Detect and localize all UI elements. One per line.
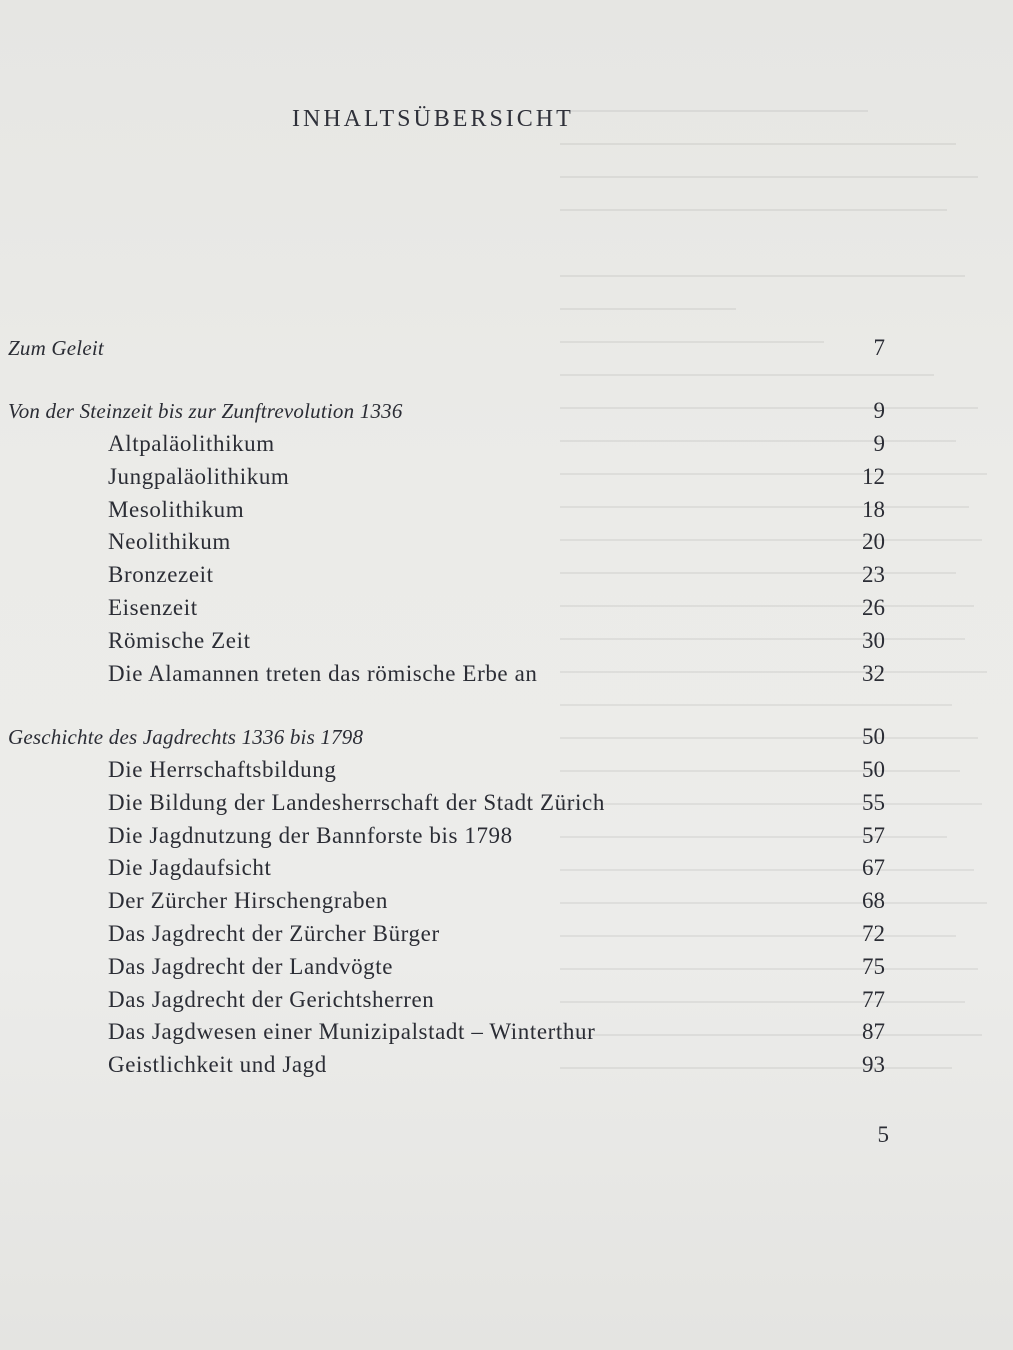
toc-entry-title: Die Jagdnutzung der Bannforste bis 1798 bbox=[108, 823, 513, 848]
toc-entry bbox=[0, 919, 1013, 953]
toc-entry bbox=[0, 755, 1013, 789]
toc-entry bbox=[0, 886, 1013, 920]
toc-page-number: 23 bbox=[862, 562, 885, 587]
toc-page-number: 93 bbox=[862, 1052, 885, 1077]
toc-entry bbox=[0, 527, 1013, 561]
toc-page-number: 18 bbox=[862, 497, 885, 522]
toc-entry bbox=[0, 462, 1013, 496]
toc-entry-title: Altpaläolithikum bbox=[108, 431, 275, 456]
toc-section-entry bbox=[0, 722, 1013, 756]
toc-page-number: 50 bbox=[862, 724, 885, 749]
toc-page-number: 9 bbox=[873, 398, 885, 423]
toc-entry-title: Das Jagdrecht der Landvögte bbox=[108, 954, 394, 979]
toc-page-number: 9 bbox=[873, 431, 885, 456]
toc-entry bbox=[0, 952, 1013, 986]
toc-page-number: 68 bbox=[862, 888, 885, 913]
toc-entry bbox=[0, 659, 1013, 693]
toc-section-entry bbox=[0, 396, 1013, 430]
toc-entry bbox=[0, 1050, 1013, 1084]
page-number-footer: 5 bbox=[877, 1122, 889, 1147]
toc-entry-title: Der Zürcher Hirschengraben bbox=[108, 888, 388, 913]
toc-entry bbox=[0, 853, 1013, 887]
toc-entry-title: Eisenzeit bbox=[108, 595, 198, 620]
toc-entry-title: Die Herrschaftsbildung bbox=[108, 757, 337, 782]
toc-page-number: 32 bbox=[862, 661, 885, 686]
toc-entry bbox=[0, 821, 1013, 855]
toc-page-number: 72 bbox=[862, 921, 885, 946]
toc-page-number: 30 bbox=[862, 628, 885, 653]
toc-entry bbox=[0, 1017, 1013, 1051]
toc-page-number: 26 bbox=[862, 595, 885, 620]
toc-entry-title: Das Jagdrecht der Gerichtsherren bbox=[108, 987, 435, 1012]
toc-entry-title: Römische Zeit bbox=[108, 628, 251, 653]
toc-section-entry bbox=[0, 333, 1013, 367]
toc-entry bbox=[0, 560, 1013, 594]
toc-page-number: 12 bbox=[862, 464, 885, 489]
toc-entry bbox=[0, 593, 1013, 627]
toc-entry-title: Mesolithikum bbox=[108, 497, 245, 522]
toc-entry bbox=[0, 985, 1013, 1019]
toc-page-number: 67 bbox=[862, 855, 885, 880]
toc-entry-title: Bronzezeit bbox=[108, 562, 214, 587]
toc-entry-title: Die Jagdaufsicht bbox=[108, 855, 272, 880]
toc-entry-title: Das Jagdrecht der Zürcher Bürger bbox=[108, 921, 440, 946]
toc-page-number: 57 bbox=[862, 823, 885, 848]
toc-page-number: 50 bbox=[862, 757, 885, 782]
toc-entry-title: Neolithikum bbox=[108, 529, 231, 554]
toc-entry-title: Geistlichkeit und Jagd bbox=[108, 1052, 327, 1077]
toc-page-number: 7 bbox=[873, 335, 885, 360]
toc-page-number: 20 bbox=[862, 529, 885, 554]
toc-page-number: 87 bbox=[862, 1019, 885, 1044]
toc-page-number: 77 bbox=[862, 987, 885, 1012]
toc-entry bbox=[0, 429, 1013, 463]
toc-section-title: Geschichte des Jagdrechts 1336 bis 1798 bbox=[8, 725, 364, 749]
toc-section-title: Von der Steinzeit bis zur Zunftrevolution 1336 bbox=[8, 399, 403, 423]
toc-section-title: Zum Geleit bbox=[8, 336, 104, 360]
toc-entry-title: Die Alamannen treten das römische Erbe an bbox=[108, 661, 538, 686]
toc-entry bbox=[0, 495, 1013, 529]
page-title: INHALTSÜBERSICHT bbox=[292, 106, 574, 132]
toc-entry bbox=[0, 788, 1013, 822]
toc-page-number: 75 bbox=[862, 954, 885, 979]
toc-entry-title: Jungpaläolithikum bbox=[108, 464, 290, 489]
toc-entry-title: Die Bildung der Landesherrschaft der Stadt Zürich bbox=[108, 790, 605, 815]
toc-entry bbox=[0, 626, 1013, 660]
toc-page-number: 55 bbox=[862, 790, 885, 815]
toc-entry-title: Das Jagdwesen einer Munizipalstadt – Winterthur bbox=[108, 1019, 596, 1044]
